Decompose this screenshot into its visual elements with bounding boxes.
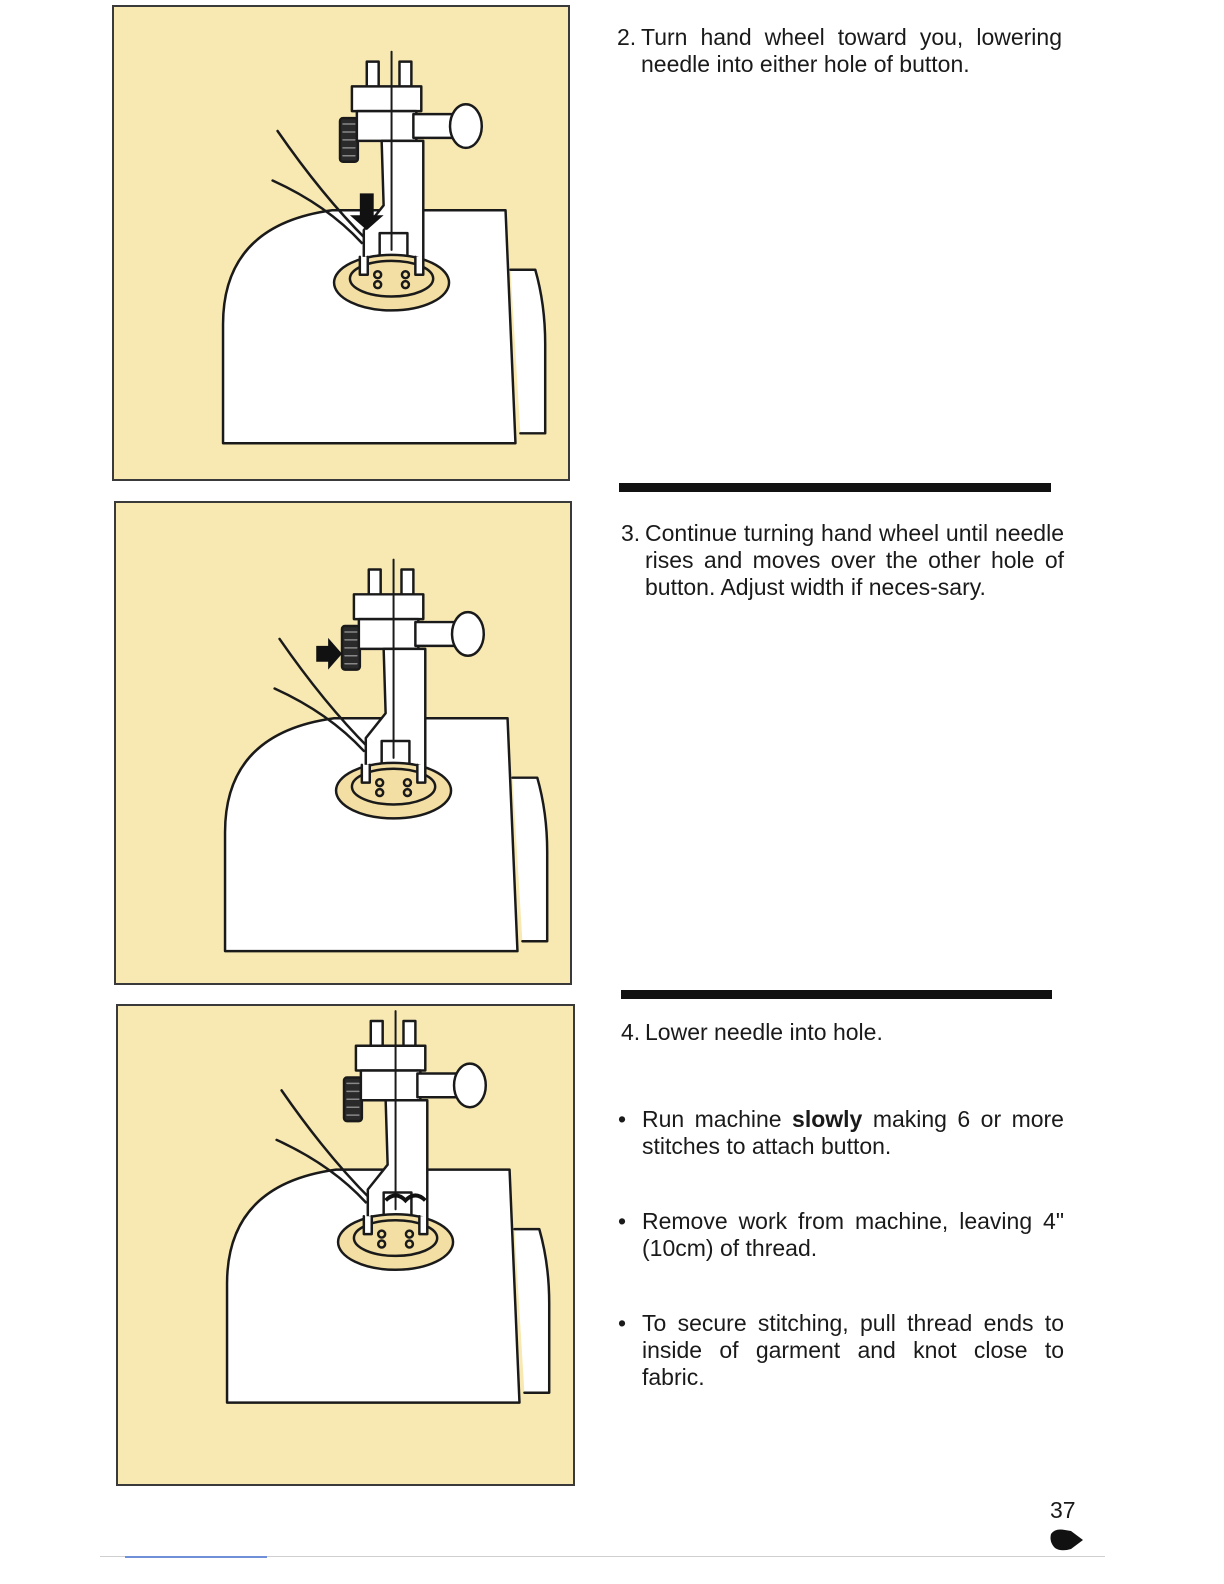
continue-arrow-icon [1049,1526,1085,1554]
illustration-panel-3 [116,1004,575,1486]
list-item [618,1208,1064,1262]
step-text: Continue turning hand wheel until needle rises and moves over the other hole of button. Adjust width if neces-sary. [645,520,1064,600]
bullet-text: Remove work from machine, leaving 4" (10cm) of thread. [642,1208,1064,1261]
page-number: 37 [1050,1497,1076,1523]
step-2 [617,24,1062,78]
bullet-text: To secure stitching, pull thread ends to inside of garment and knot close to fabric. [642,1310,1064,1390]
section-divider [621,990,1052,999]
step-number: 4. [621,1019,641,1045]
footer-accent [125,1556,267,1558]
step-number: 2. [617,24,637,50]
right-arrow-icon [316,638,342,670]
step-4 [621,1019,1064,1046]
bullet-text: Run machine [642,1106,793,1132]
bullet-list [618,1106,1064,1439]
bullet-dot: • [618,1208,627,1234]
step-3 [621,520,1064,601]
step-number: 3. [621,520,641,546]
bullet-dot: • [618,1310,627,1336]
illustration-panel-2 [114,501,572,985]
sewing-illustration [118,1006,573,1484]
list-item [618,1310,1064,1391]
bullet-bold-text: slowly [792,1106,863,1132]
step-text: Turn hand wheel toward you, lowering needle into either hole of button. [641,24,1062,77]
sewing-illustration [114,7,568,479]
step-text: Lower needle into hole. [645,1019,883,1045]
sewing-illustration [116,503,570,983]
bullet-text: making 6 or more stitches to attach button. [642,1106,1064,1159]
illustration-panel-1 [112,5,570,481]
bullet-dot: • [618,1106,627,1132]
list-item [618,1106,1064,1160]
section-divider [619,483,1051,492]
